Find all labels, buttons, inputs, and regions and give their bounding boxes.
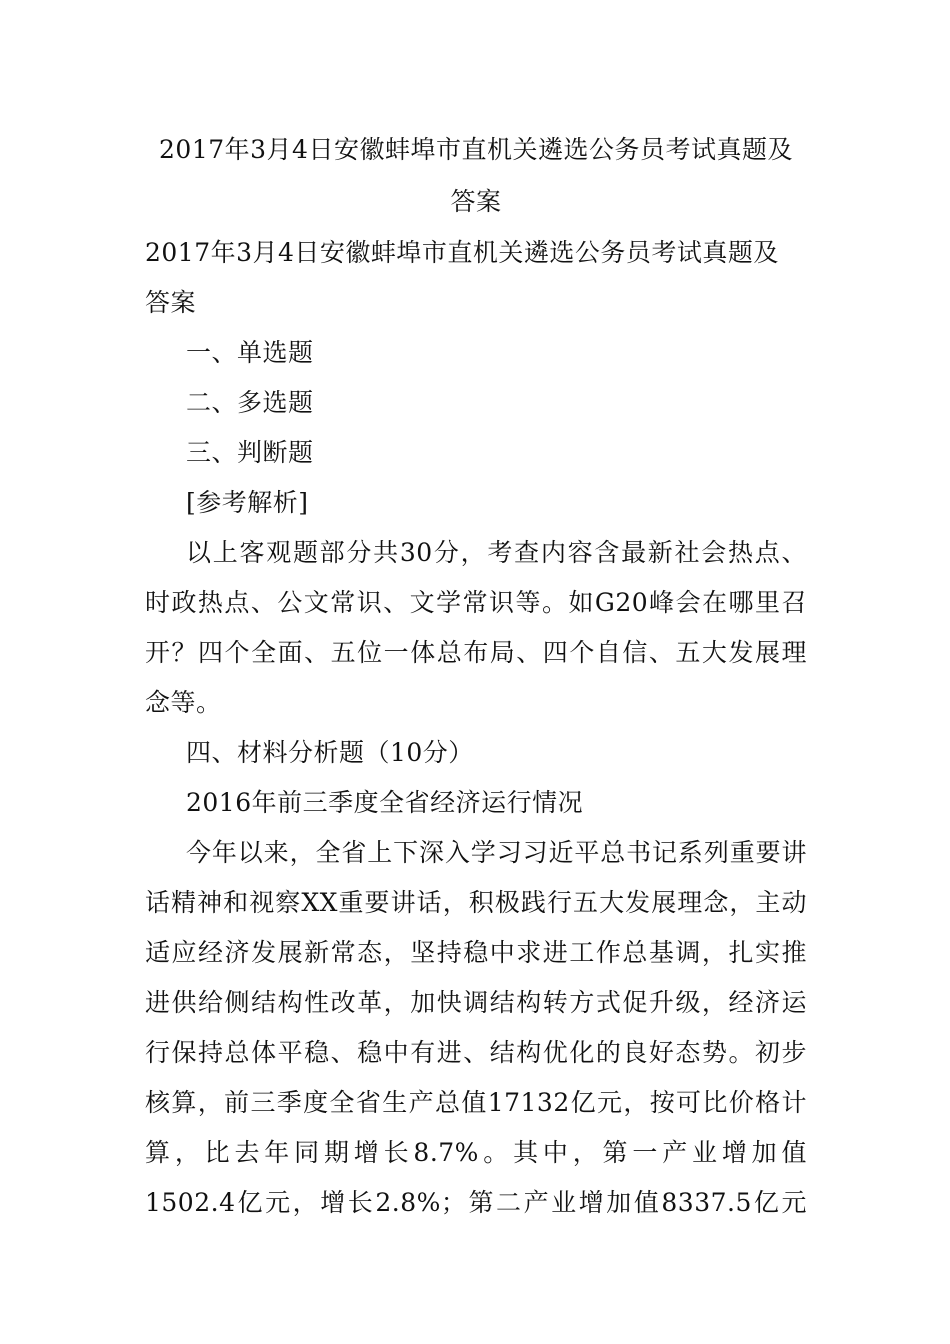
repeat-title-line-2: 答案: [145, 288, 197, 317]
material-paragraph: [145, 828, 807, 1228]
material-line: 适应经济发展新常态，坚持稳中求进工作总基调，扎实推: [145, 938, 807, 967]
material-line: 算，比去年同期增长8.7%。其中，第一产业增加值: [145, 1138, 807, 1167]
document-title-line-2: 答案: [450, 187, 502, 216]
material-title: 2016年前三季度全省经济运行情况: [186, 788, 584, 817]
analysis-label: [参考解析]: [186, 488, 309, 517]
section-material-analysis: 四、材料分析题（10分）: [186, 738, 474, 767]
material-line: 进供给侧结构性改革，加快调结构转方式促升级，经济运: [145, 988, 807, 1017]
repeat-title-line-1: 2017年3月4日安徽蚌埠市直机关遴选公务员考试真题及: [145, 238, 779, 267]
analysis-line: 以上客观题部分共30分，考查内容含最新社会热点、: [186, 538, 807, 567]
section-single-choice: 一、单选题: [186, 338, 314, 367]
material-line: 行保持总体平稳、稳中有进、结构优化的良好态势。初步: [145, 1038, 807, 1067]
material-line: 核算，前三季度全省生产总值17132亿元，按可比价格计: [145, 1088, 807, 1117]
document-page: [145, 124, 807, 1228]
analysis-line: 时政热点、公文常识、文学常识等。如G20峰会在哪里召: [145, 588, 807, 617]
material-line: 话精神和视察XX重要讲话，积极践行五大发展理念，主动: [145, 888, 807, 917]
material-line: 1502.4亿元，增长2.8%；第二产业增加值8337.5亿元: [145, 1188, 807, 1217]
document-title-line-1: 2017年3月4日安徽蚌埠市直机关遴选公务员考试真题及: [159, 135, 793, 164]
analysis-paragraph: [145, 528, 807, 728]
material-line: 今年以来，全省上下深入学习习近平总书记系列重要讲: [186, 838, 807, 867]
section-true-false: 三、判断题: [186, 438, 314, 467]
section-multiple-choice: 二、多选题: [186, 388, 314, 417]
analysis-line: 念等。: [145, 688, 222, 717]
analysis-line: 开？四个全面、五位一体总布局、四个自信、五大发展理: [145, 638, 807, 667]
